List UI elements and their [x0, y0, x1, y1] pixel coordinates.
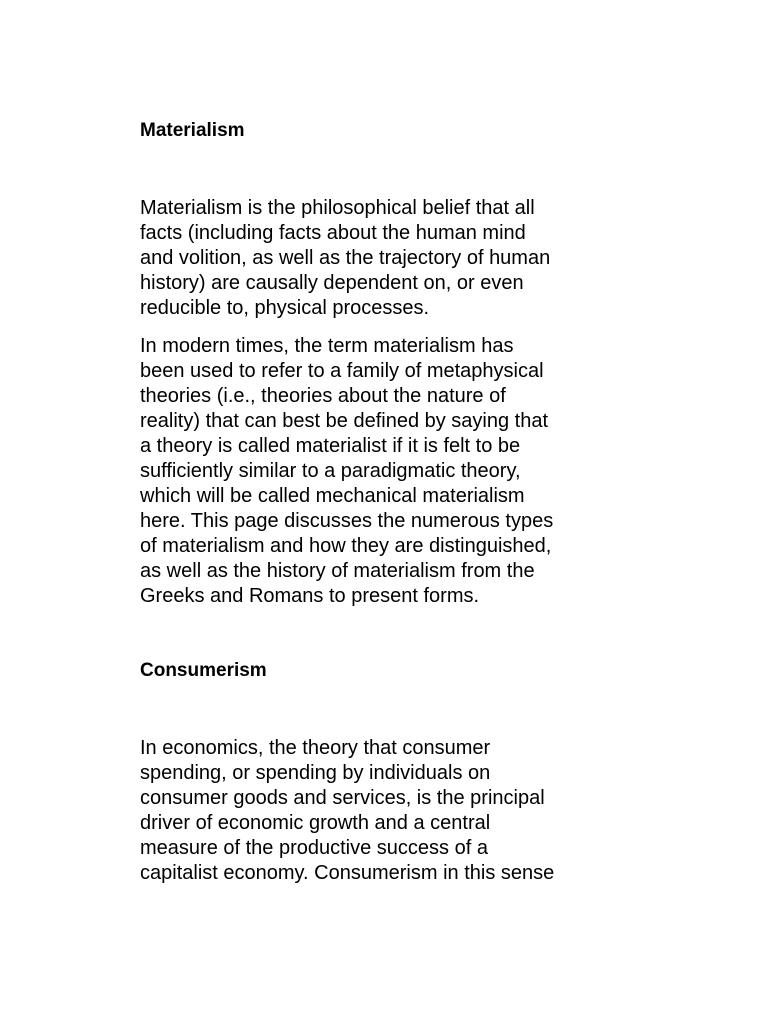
text-line: as well as the history of materialism from the — [140, 560, 535, 582]
paragraph-consumerism-economics — [140, 736, 630, 886]
paragraph-materialism-definition — [140, 196, 630, 321]
text-line: a theory is called materialist if it is felt to be — [140, 435, 521, 457]
text-line: spending, or spending by individuals on — [140, 762, 491, 784]
section-heading-consumerism: Consumerism — [140, 660, 267, 681]
text-line: reducible to, physical processes. — [140, 297, 430, 319]
text-line: of materialism and how they are distinguished, — [140, 535, 552, 557]
paragraph-materialism-modern — [140, 334, 630, 609]
text-line: Greeks and Romans to present forms. — [140, 585, 480, 607]
text-line: theories (i.e., theories about the nature of — [140, 385, 506, 407]
text-line: capitalist economy. Consumerism in this sense — [140, 862, 555, 884]
text-line: In economics, the theory that consumer — [140, 737, 491, 759]
text-line: reality) that can best be defined by saying that — [140, 410, 549, 432]
text-line: here. This page discusses the numerous types — [140, 510, 554, 532]
text-line: and volition, as well as the trajectory of human — [140, 247, 551, 269]
text-line: been used to refer to a family of metaphysical — [140, 360, 544, 382]
text-line: facts (including facts about the human mind — [140, 222, 526, 244]
text-line: history) are causally dependent on, or even — [140, 272, 524, 294]
section-heading-materialism: Materialism — [140, 120, 245, 141]
text-line: measure of the productive success of a — [140, 837, 488, 859]
text-line: In modern times, the term materialism has — [140, 335, 514, 357]
text-line: driver of economic growth and a central — [140, 812, 491, 834]
text-line: consumer goods and services, is the principal — [140, 787, 545, 809]
text-line: which will be called mechanical materialism — [140, 485, 525, 507]
text-line: Materialism is the philosophical belief that all — [140, 197, 535, 219]
text-line: sufficiently similar to a paradigmatic theory, — [140, 460, 521, 482]
